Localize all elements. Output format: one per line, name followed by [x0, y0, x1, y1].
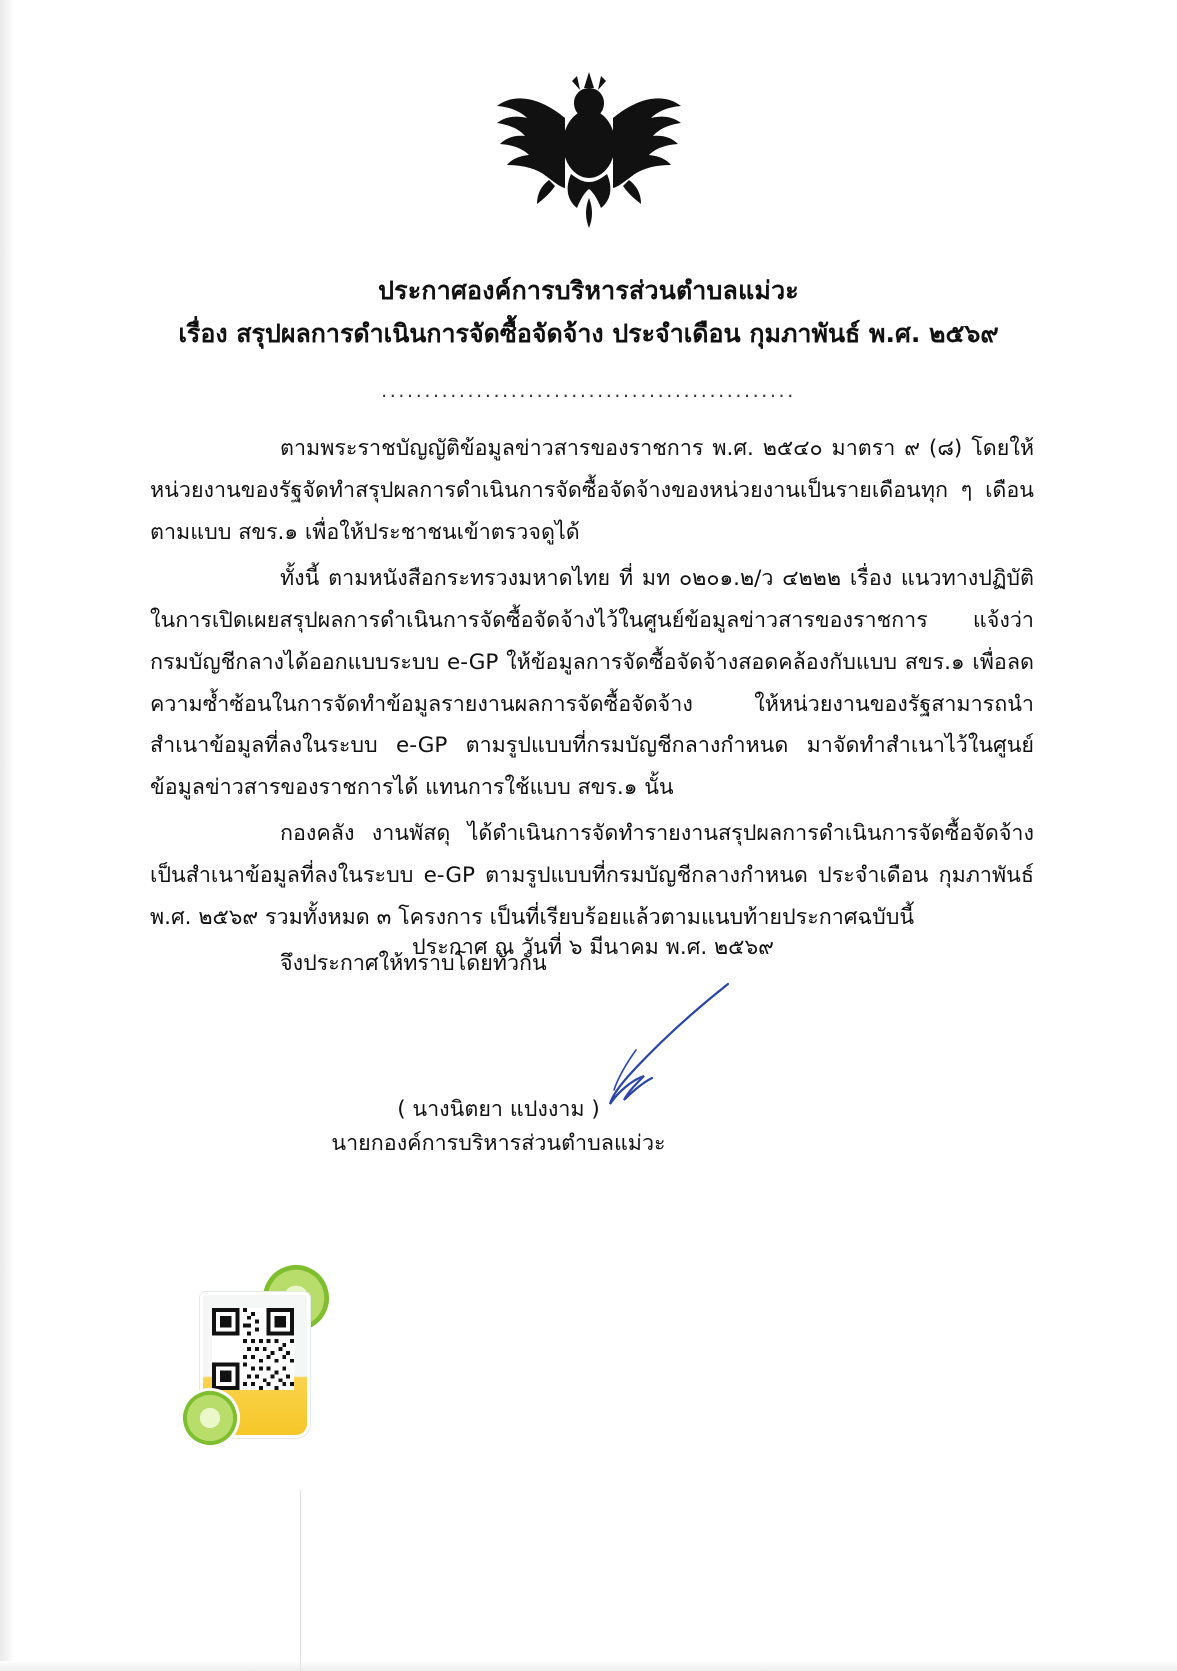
announcement-date: ประกาศ ณ วันที่ ๖ มีนาคม พ.ศ. ๒๕๖๙ — [412, 935, 774, 960]
qr-code-lemonade-sticker — [176, 1250, 366, 1450]
scan-edge-left — [0, 0, 14, 1671]
scan-fold-line — [300, 1490, 301, 1671]
signer-name — [0, 1092, 1177, 1126]
signer-name-text: ( นางนิตยา แปงงาม ) — [397, 1097, 600, 1122]
signer-title — [0, 1126, 1177, 1160]
heading-divider: ................................................ — [381, 379, 796, 402]
paragraph-4: จึงประกาศให้ทราบโดยทั่วกัน — [280, 951, 547, 977]
signer-title-text: นายกองค์การบริหารส่วนตำบลแม่วะ — [331, 1131, 666, 1156]
paragraph-3: กองคลัง งานพัสดุ ได้ดำเนินการจัดทำรายงานสรุปผลการดำเนินการจัดซื้อจัดจ้างเป็นสำเนาข้อมูลที่ลงในระบบ e-GP ตามรูปแบบที่กรมบัญชีกลางกำหนด ประจำเดือน กุมภาพันธ์ พ.ศ. ๒๕๖๙ รวมทั้งหมด ๓ โครงการ เป็นที่เรียบร้อยแล้วตามแนบท้ายประกาศฉบับนี้ — [150, 821, 1034, 931]
paragraph-1: ตามพระราชบัญญัติข้อมูลข่าวสารของราชการ พ.ศ. ๒๕๔๐ มาตรา ๙ (๘) โดยให้หน่วยงานของรัฐจัดทำสรุปผลการดำเนินการจัดซื้อจัดจ้างของหน่วยงานเป็นรายเดือนทุก ๆ เดือน ตามแบบ สขร.๑ เพื่อให้ประชาชนเข้าตรวจดูได้ — [150, 436, 1034, 545]
scan-edge-bottom — [0, 1661, 1177, 1671]
signature-mark — [540, 980, 760, 1110]
document-heading — [0, 272, 1177, 402]
document-body — [150, 428, 1034, 989]
qr-code-icon — [212, 1308, 294, 1390]
paragraph-2: ทั้งนี้ ตามหนังสือกระทรวงมหาดไทย ที่ มท ๐๒๐๑.๒/ว ๔๒๒๒ เรื่อง แนวทางปฏิบัติในการเปิดเผยสรุปผลการดำเนินการจัดซื้อจัดจ้างไว้ในศูนย์ข้อมูลข่าวสารของราชการ แจ้งว่ากรมบัญชีกลางได้ออกแบบระบบ e-GP ให้ข้อมูลการจัดซื้อจัดจ้างสอดคล้องกับแบบ สขร.๑ เพื่อลดความซ้ำซ้อนในการจัดทำข้อมูลรายงานผลการจัดซื้อจัดจ้าง ให้หน่วยงานของรัฐสามารถนำสำเนาข้อมูลที่ลงในระบบ e-GP ตามรูปแบบที่กรมบัญชีกลางกำหนด มาจัดทำสำเนาไว้ในศูนย์ข้อมูลข่าวสารของราชการได้ แทนการใช้แบบ สขร.๑ นั้น — [150, 565, 1034, 801]
page-subtitle: เรื่อง สรุปผลการดำเนินการจัดซื้อจัดจ้าง ประจำเดือน กุมภาพันธ์ พ.ศ. ๒๕๖๙ — [178, 318, 999, 348]
page-title: ประกาศองค์การบริหารส่วนตำบลแม่วะ — [378, 276, 799, 305]
garuda-emblem — [0, 48, 1177, 238]
